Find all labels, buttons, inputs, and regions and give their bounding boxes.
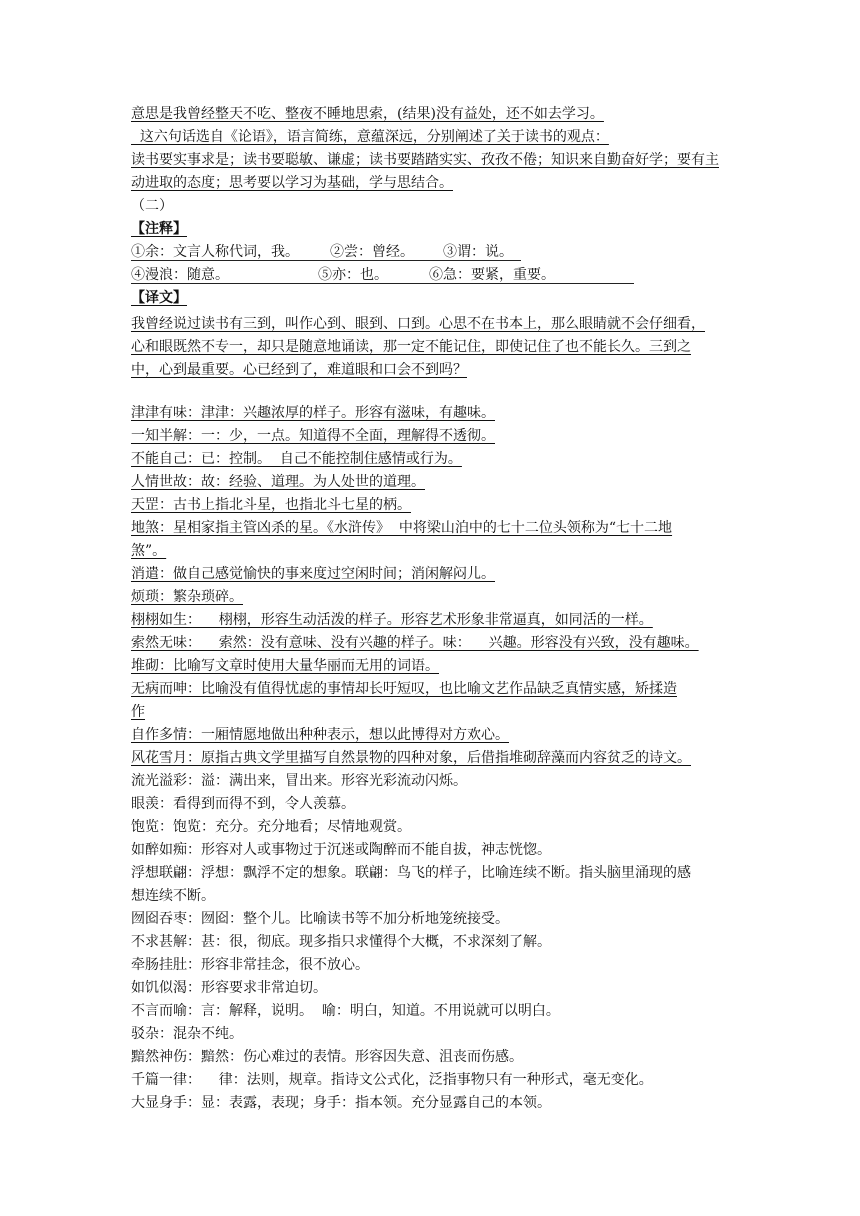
note-item: ②尝：曾经。 — [330, 244, 414, 260]
vocab-line: 囫囵吞枣：囫囵：整个儿。比喻读书等不加分析地笼统接受。 — [131, 911, 509, 927]
vocab-line: 索然无味： 索然：没有意味、没有兴趣的样子。味： 兴趣。形容没有兴致，没有趣味。 — [131, 635, 699, 651]
text-line: 读书要实事求是；读书要聪敏、谦虚；读书要踏踏实实、孜孜不倦；知识来自勤奋好学；要有主 — [131, 152, 719, 168]
vocab-line: 一知半解：一：少，一点。知道得不全面，理解得不透彻。 — [131, 428, 495, 444]
text-line: 这六句话选自《论语》，语言简练，意蕴深远，分别阐述了关于读书的观点： — [131, 129, 609, 145]
vocab-line: 作 — [131, 704, 145, 720]
vocab-line: 大显身手：显：表露，表现；身手：指本领。充分显露自己的本领。 — [131, 1095, 551, 1111]
vocab-line: 风花雪月：原指古典文学里描写自然景物的四种对象，后借指堆砌辞藻而内容贫乏的诗文。 — [131, 750, 691, 766]
vocab-line: 驳杂：混杂不纯。 — [131, 1026, 243, 1042]
vocab-line: 饱览：饱览：充分。充分地看；尽情地观赏。 — [131, 819, 411, 835]
vocab-line: 流光溢彩：溢：满出来，冒出来。形容光彩流动闪烁。 — [131, 773, 467, 789]
note-item: ④漫浪：随意。 — [131, 267, 229, 283]
vocab-line: 浮想联翩：浮想：飘浮不定的想象。联翩：鸟飞的样子，比喻连续不断。指头脑里涌现的感 — [131, 865, 691, 881]
vocab-line: 想连续不断。 — [131, 888, 215, 904]
translation-line: 中，心到最重要。心已经到了，难道眼和口会不到吗？ — [131, 362, 467, 378]
note-item: ①余：文言人称代词，我。 — [131, 244, 299, 260]
vocab-line: 不能自己：已：控制。 自己不能控制住感情或行为。 — [131, 451, 462, 467]
note-item: ⑥急：要紧，重要。 — [429, 267, 555, 283]
vocab-line: 煞”。 — [131, 543, 167, 559]
vocab-line: 牵肠挂肚：形容非常挂念，很不放心。 — [131, 957, 369, 973]
note-item: ⑤亦：也。 — [318, 267, 388, 283]
vocab-line: 烦琐：繁杂琐碎。 — [131, 589, 243, 605]
vocab-line: 如醉如痴：形容对人或事物过于沉迷或陶醉而不能自拔，神志恍惚。 — [131, 842, 551, 858]
vocab-line: 千篇一律： 律：法则，规章。指诗文公式化，泛指事物只有一种形式，毫无变化。 — [131, 1072, 653, 1088]
vocab-line: 地煞：星相家指主管凶杀的星。《水浒传》 中将梁山泊中的七十二位头领称为“七十二地 — [131, 520, 673, 536]
text-line: 动进取的态度；思考要以学习为基础，学与思结合。 — [131, 175, 453, 191]
vocab-line: 如饥似渴：形容要求非常迫切。 — [131, 980, 327, 996]
vocab-line: 栩栩如生： 栩栩，形容生动活泼的样子。形容艺术形象非常逼真，如同活的一样。 — [131, 612, 653, 628]
vocab-line: 不言而喻：言：解释，说明。 喻：明白，知道。不用说就可以明白。 — [131, 1003, 560, 1019]
vocab-line: 堆砌：比喻写文章时使用大量华丽而无用的词语。 — [131, 658, 439, 674]
underline-rule — [131, 260, 521, 261]
section-heading: （二） — [131, 198, 173, 214]
underline-rule — [131, 283, 634, 284]
vocab-line: 黯然神伤：黯然：伤心难过的表情。形容因失意、沮丧而伤感。 — [131, 1049, 523, 1065]
text-line: 意思是我曾经整天不吃、整夜不睡地思索，(结果)没有益处，还不如去学习。 — [131, 106, 604, 122]
vocab-line: 津津有味：津津：兴趣浓厚的样子。形容有滋味，有趣味。 — [131, 405, 495, 421]
vocab-line: 自作多情：一厢情愿地做出种种表示，想以此博得对方欢心。 — [131, 727, 509, 743]
note-item: ③谓：说。 — [443, 244, 513, 260]
vocab-line: 无病而呻：比喻没有值得忧虑的事情却长吁短叹，也比喻文艺作品缺乏真情实感，矫揉造 — [131, 681, 677, 697]
translation-line: 我曾经说过读书有三到，叫作心到、眼到、口到。心思不在书本上，那么眼睛就不会仔细看， — [131, 316, 705, 332]
translation-line: 心和眼既然不专一，却只是随意地诵读，那一定不能记住，即使记住了也不能长久。三到之 — [131, 339, 691, 355]
vocab-line: 人情世故：故：经验、道理。为人处世的道理。 — [131, 474, 425, 490]
vocab-line: 眼羡：看得到而得不到，令人羡慕。 — [131, 796, 355, 812]
vocab-line: 不求甚解：甚：很，彻底。现多指只求懂得个大概，不求深刻了解。 — [131, 934, 551, 950]
vocab-line: 消遣：做自己感觉愉快的事来度过空闲时间；消闲解闷儿。 — [131, 566, 495, 582]
translation-title: 【译文】 — [131, 290, 187, 306]
notes-title: 【注释】 — [131, 221, 187, 237]
vocab-line: 天罡：古书上指北斗星，也指北斗七星的柄。 — [131, 497, 411, 513]
